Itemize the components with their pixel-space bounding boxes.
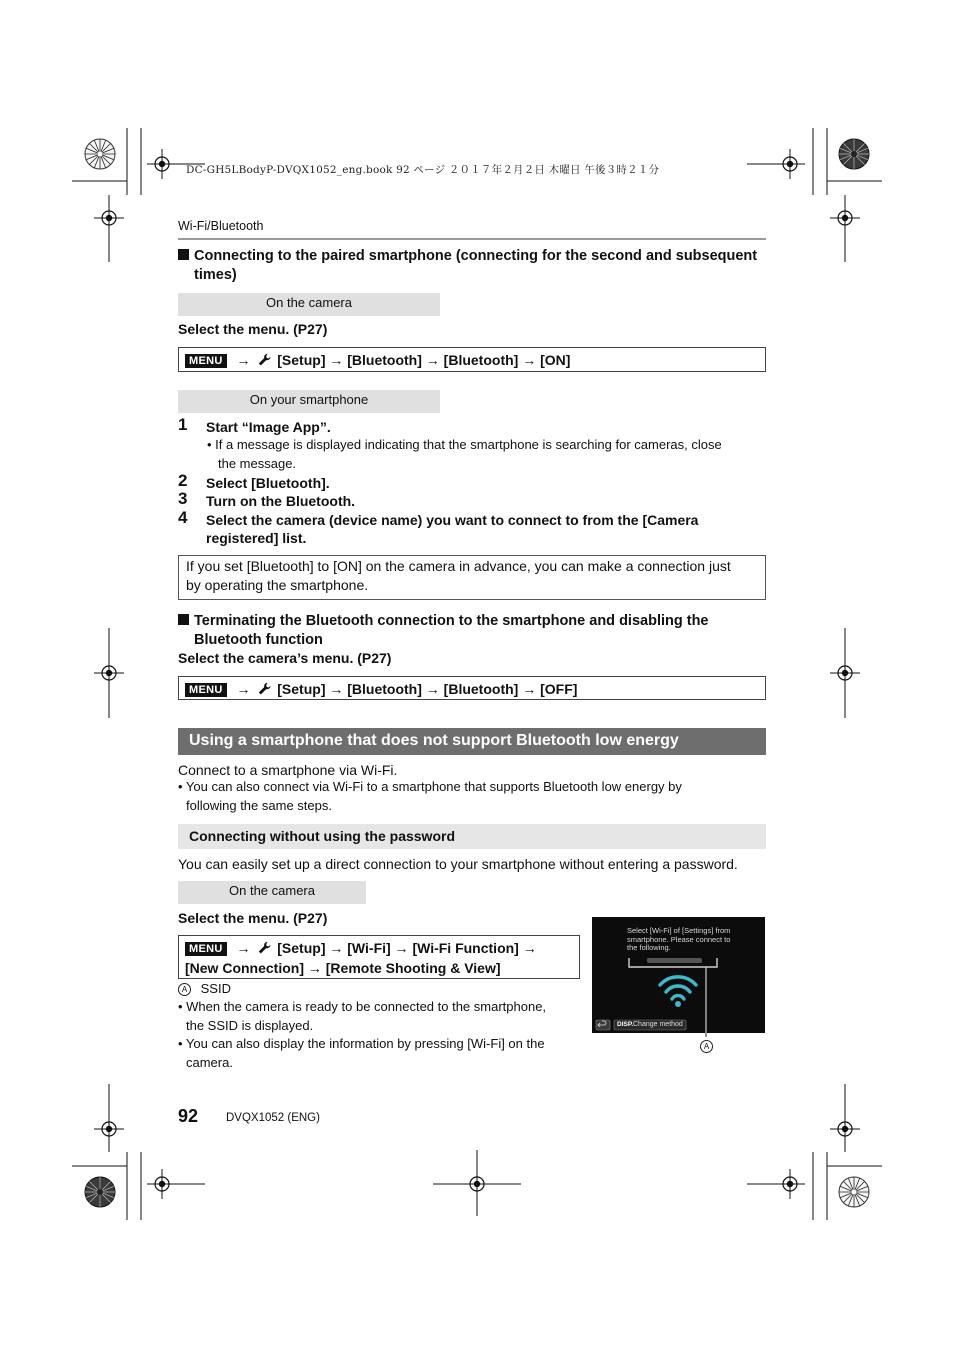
section-title-bar: Using a smartphone that does not support Bluetooth low energy — [178, 728, 766, 755]
menu-path-on: [Setup] → [Bluetooth] → [Bluetooth] → [ON] — [277, 352, 571, 368]
ssid-label: SSID — [200, 981, 231, 996]
connect-wifi-note-line2: following the same steps. — [186, 797, 332, 813]
heading-terminate-line1: Terminating the Bluetooth connection to the smartphone and disabling the — [194, 613, 709, 629]
step-1-note-line2: the message. — [218, 455, 297, 471]
subsection-title-bar: Connecting without using the password — [178, 824, 766, 849]
file-header: DC-GH5LBodyP-DVQX1052_eng.book 92 ページ ２０１７年２月２日 木曜日 午後３時２１分 — [186, 164, 660, 176]
on-camera-tab-2: On the camera — [178, 881, 366, 904]
step-text: Start “Image App”. — [206, 419, 331, 435]
on-smartphone-tab: On your smartphone — [178, 390, 440, 413]
arrow: → — [236, 352, 251, 368]
change-method-label: Change method — [633, 1021, 683, 1028]
menu-path-wifi-line1: [Setup] → [Wi-Fi] → [Wi-Fi Function] → — [277, 940, 537, 956]
ssid-note-2-line1: • You can also display the information by pressing [Wi-Fi] on the — [178, 1036, 545, 1051]
menu-button-icon: MENU — [185, 942, 227, 956]
menu-path-off: [Setup] → [Bluetooth] → [Bluetooth] → [OFF] — [277, 681, 578, 697]
step-text-cont: registered] list. — [206, 530, 307, 546]
step-number: 4 — [178, 508, 188, 527]
direct-connection-text: You can easily set up a direct connection to your smartphone without entering a password. — [178, 856, 738, 872]
on-camera-tab: On the camera — [178, 293, 440, 316]
select-menu-text-2: Select the menu. (P27) — [178, 910, 328, 926]
arrow: → — [236, 940, 251, 956]
step-number: 1 — [178, 415, 188, 434]
select-menu-text: Select the menu. (P27) — [178, 321, 328, 337]
screen-message-line3: the following. — [627, 943, 671, 953]
note-box-line2: by operating the smartphone. — [186, 577, 369, 593]
heading-terminate-line2: Bluetooth function — [194, 632, 323, 648]
screen-message-line2: smartphone. Please connect to — [627, 934, 731, 944]
connect-wifi-text: Connect to a smartphone via Wi-Fi. — [178, 762, 398, 778]
menu-path-wifi-line2: [New Connection] → [Remote Shooting & View] — [185, 960, 501, 976]
ssid-note-2-line2: camera. — [186, 1054, 233, 1070]
arrow: → — [236, 681, 251, 697]
ssid-note-1-line1: • When the camera is ready to be connected to the smartphone, — [178, 999, 547, 1014]
step-text: Turn on the Bluetooth. — [206, 493, 356, 509]
connect-wifi-note-line1: • You can also connect via Wi-Fi to a smartphone that supports Bluetooth low energy by — [178, 779, 682, 794]
step-1-note-line1: • If a message is displayed indicating that the smartphone is searching for cameras, close — [207, 437, 722, 452]
menu-button-icon: MENU — [185, 683, 227, 697]
section-label: Wi-Fi/Bluetooth — [178, 219, 264, 233]
heading-paired-line2: times) — [194, 267, 237, 283]
menu-button-icon: MENU — [185, 354, 227, 368]
disp-label: DISP. — [617, 1021, 634, 1028]
screen-message-line1: Select [Wi-Fi] of [Settings] from — [627, 926, 731, 935]
ssid-note-1-line2: the SSID is displayed. — [186, 1017, 314, 1033]
select-camera-menu-text: Select the camera’s menu. (P27) — [178, 650, 392, 666]
step-text: Select the camera (device name) you want to connect to from the [Camera — [206, 512, 699, 528]
page-number: 92 — [178, 1106, 199, 1126]
callout-marker — [700, 1037, 713, 1055]
model-code: DVQX1052 (ENG) — [226, 1112, 320, 1124]
step-number: 3 — [178, 489, 188, 508]
step-number: 2 — [178, 471, 188, 490]
marker-a-icon: A — [700, 1040, 713, 1053]
step-text: Select [Bluetooth]. — [206, 475, 330, 491]
note-box-line1: If you set [Bluetooth] to [ON] on the camera in advance, you can make a connection just — [186, 558, 731, 574]
marker-a-icon: A — [178, 983, 191, 996]
heading-paired-line1: Connecting to the paired smartphone (connecting for the second and subsequent — [194, 248, 758, 264]
